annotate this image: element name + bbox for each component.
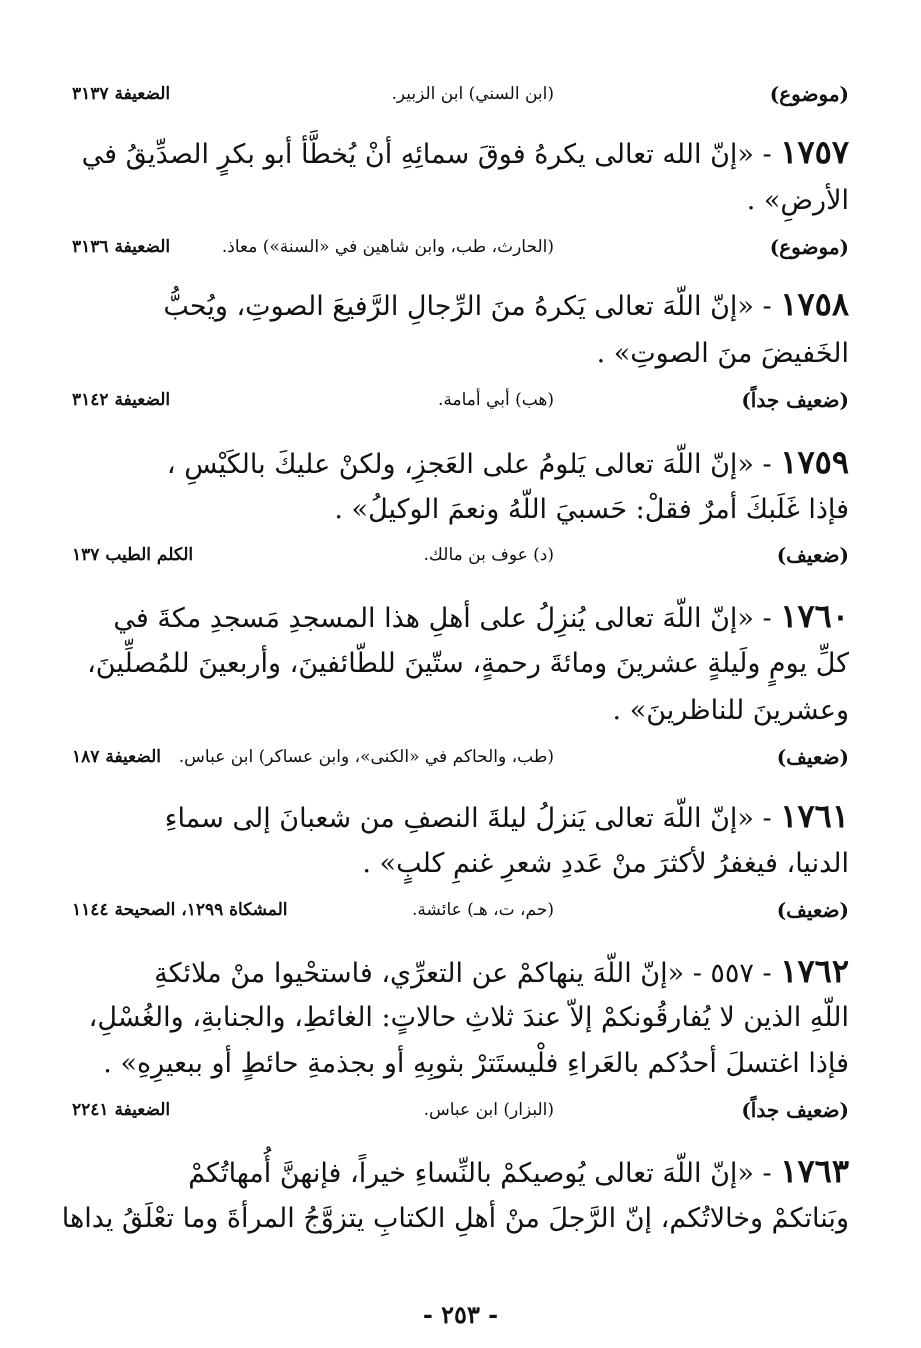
reference-text: الضعيفة ٣١٣٧ [72,84,171,104]
hadith-text: الدنيا، فيغفرُ لأكثرَ منْ عَددِ شعرِ غنمِ كلبٍ» . [362,848,849,879]
hadith-text: اللّهِ الذين لا يُفارقُونكمْ إلاّ عندَ ثلاثِ حالاتٍ: الغائطِ، والجنابةِ، والغُسْلِ، [88,1002,849,1033]
grade-label: (ضعيف) [776,898,849,922]
source-text: (الحارث، طب، وابن شاهين في «السنة») معاذ. [221,237,554,257]
hadith-number: ١٧٦٣ [780,1152,849,1190]
hadith-text: فإذا اغتسلَ أحدُكم بالعَراءِ فلْيستَترْ بثوبِهِ أو بجذمةِ حائطٍ أو ببعيرِهِ» . [103,1048,849,1079]
reference-text: الضعيفة ٢٢٤١ [72,1100,171,1120]
hadith-text-line [72,597,849,635]
hadith-text: كلِّ يومٍ ولَيلةٍ عشرينَ ومائةَ رحمةٍ، ستّينَ للطّائفينَ، وأربعينَ للمُصلِّينَ، [87,648,849,679]
hadith-text-line [72,285,849,323]
grading-line [72,237,849,267]
source-text: (ابن السني) ابن الزبير. [391,84,554,104]
grade-label: (ضعيف) [776,745,849,769]
hadith-text-line [72,1050,849,1077]
hadith-text-line [72,650,849,677]
hadith-text: - «إنّ اللّهَ تعالى يُنزِلُ على أهلِ هذا المسجدِ مَسجدِ مكةَ في [113,603,772,634]
grading-line [72,545,849,575]
hadith-text: فإذا غَلَبكَ أمرٌ فقلْ: حَسبيَ اللّهُ ونعمَ الوكيلُ» . [334,494,849,525]
hadith-text: وبَناتكمْ وخالاتُكم، إنّ الرَّجلَ منْ أهلِ الكتابِ يتزوَّجُ المرأةَ وما تعْلَقُ يداها [61,1203,849,1234]
grade-label: (ضعيف جداً) [741,388,849,412]
hadith-text: - «إنّ اللّهَ تعالى يَنزلُ ليلةَ النصفِ من شعبانَ إلى سماءِ [164,803,772,834]
hadith-text-line [72,187,849,214]
hadith-text: الأرضِ» . [746,185,849,216]
grading-line [72,900,849,930]
page-number: - ٢٥٣ - [422,1300,499,1329]
reference-text: المشكاة ١٢٩٩، الصحيحة ١١٤٤ [72,900,288,920]
hadith-number: ١٧٦١ [780,797,849,835]
grade-label: (موضوع) [769,82,849,106]
hadith-number: ١٧٦٠ [780,597,849,635]
source-text: (البزار) ابن عباس. [423,1100,554,1120]
hadith-text-line [72,496,849,523]
source-text: (د) عوف بن مالك. [423,545,554,565]
hadith-text: وعشرينَ للناظرينَ» . [612,695,849,726]
hadith-number: ١٧٥٧ [780,133,849,171]
grade-label: (ضعيف جداً) [741,1098,849,1122]
source-text: (حم، ت، هـ) عائشة. [412,900,554,920]
reference-text: الضعيفة ٣١٣٦ [72,237,171,257]
hadith-text: الخَفيضَ منَ الصوتِ» . [596,338,849,369]
hadith-text-line [72,952,849,990]
hadith-text-line [72,1152,849,1190]
source-text: (هب) أبي أمامة. [438,390,554,410]
hadith-number: ١٧٥٨ [780,285,849,323]
grading-line [72,747,849,777]
hadith-text-line [72,133,849,171]
hadith-number: ١٧٦٢ [780,952,849,990]
reference-text: الضعيفة ٣١٤٢ [72,390,171,410]
hadith-text: - ٥٥٧ - «إنّ اللّهَ ينهاكمْ عن التعرِّي، فاستحْيوا منْ ملائكةِ [154,958,772,989]
hadith-text: - «إنّ الله تعالى يكرهُ فوقَ سمائِهِ أنْ يُخطَّأ أبو بكرٍ الصدِّيقُ في [81,139,772,170]
source-text: (طب، والحاكم في «الكنى»، وابن عساكر) ابن عباس. [178,747,554,767]
grade-label: (ضعيف) [776,543,849,567]
grade-label: (موضوع) [769,235,849,259]
reference-text: الضعيفة ١٨٧ [72,747,162,767]
reference-text: الكلم الطيب ١٣٧ [72,545,194,565]
grading-line [72,84,849,114]
hadith-text-line [72,850,849,877]
hadith-text: - «إنّ اللّهَ تعالى يَكرهُ منَ الرِّجالِ الرَّفيعَ الصوتِ، ويُحبُّ [163,291,772,322]
hadith-text: - «إنّ اللّهَ تعالى يَلومُ على العَجزِ، ولكنْ عليكَ بالكَيْسِ ، [166,449,772,480]
grading-line [72,1100,849,1130]
grading-line [72,390,849,420]
hadith-text-line [72,1004,849,1031]
hadith-text-line [61,1203,849,1234]
hadith-text-line [72,340,849,367]
hadith-text: - «إنّ اللّهَ تعالى يُوصيكمْ بالنِّساءِ خيراً، فإنهنَّ أُمهاتُكمْ [188,1158,772,1189]
hadith-text-line [72,797,849,835]
hadith-text-line [72,697,849,724]
hadith-text-line [72,443,849,481]
hadith-number: ١٧٥٩ [780,443,849,481]
